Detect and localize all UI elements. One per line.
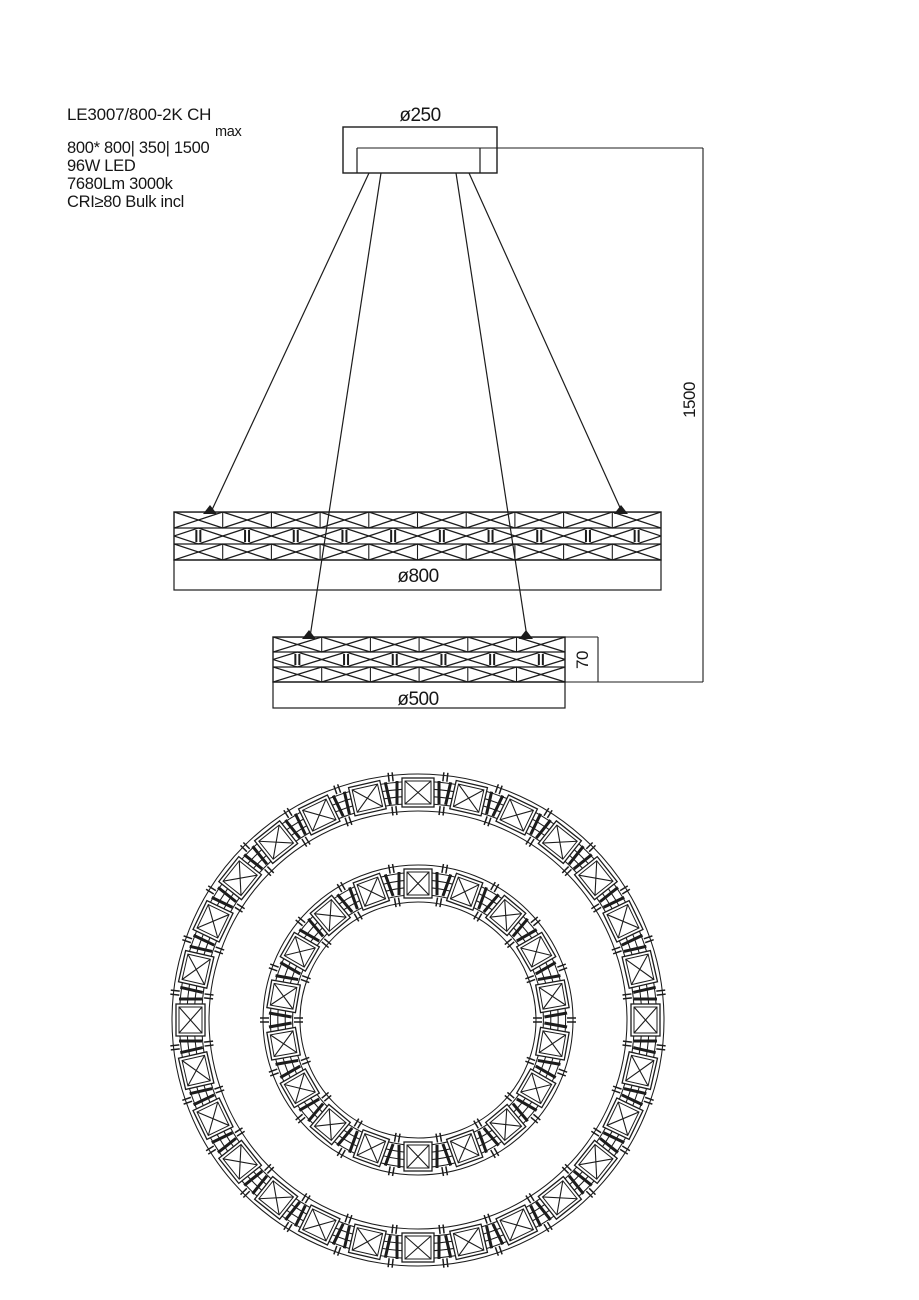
spec-size-line: 800* 800| 350| 1500 xyxy=(67,139,210,157)
dimension-lines xyxy=(357,148,703,682)
product-model: LE3007/800-2K CH xyxy=(67,105,212,124)
dim-max-drop: 1500 xyxy=(680,382,699,418)
spec-wattage: 96W LED xyxy=(67,157,136,175)
dim-ring-height: 70 xyxy=(573,651,592,669)
spec-block xyxy=(67,105,242,211)
spec-max-label: max xyxy=(215,124,242,140)
dim-canopy-diameter: ø250 xyxy=(399,105,441,126)
spec-cri-line: CRI≥80 Bulk incl xyxy=(67,193,185,211)
ceiling-canopy xyxy=(343,127,497,173)
dim-upper-ring-diameter: ø800 xyxy=(397,566,439,587)
spec-lumen-cct: 7680Lm 3000k xyxy=(67,175,173,193)
dim-lower-ring-diameter: ø500 xyxy=(397,689,439,710)
top-view-rings xyxy=(170,772,665,1267)
